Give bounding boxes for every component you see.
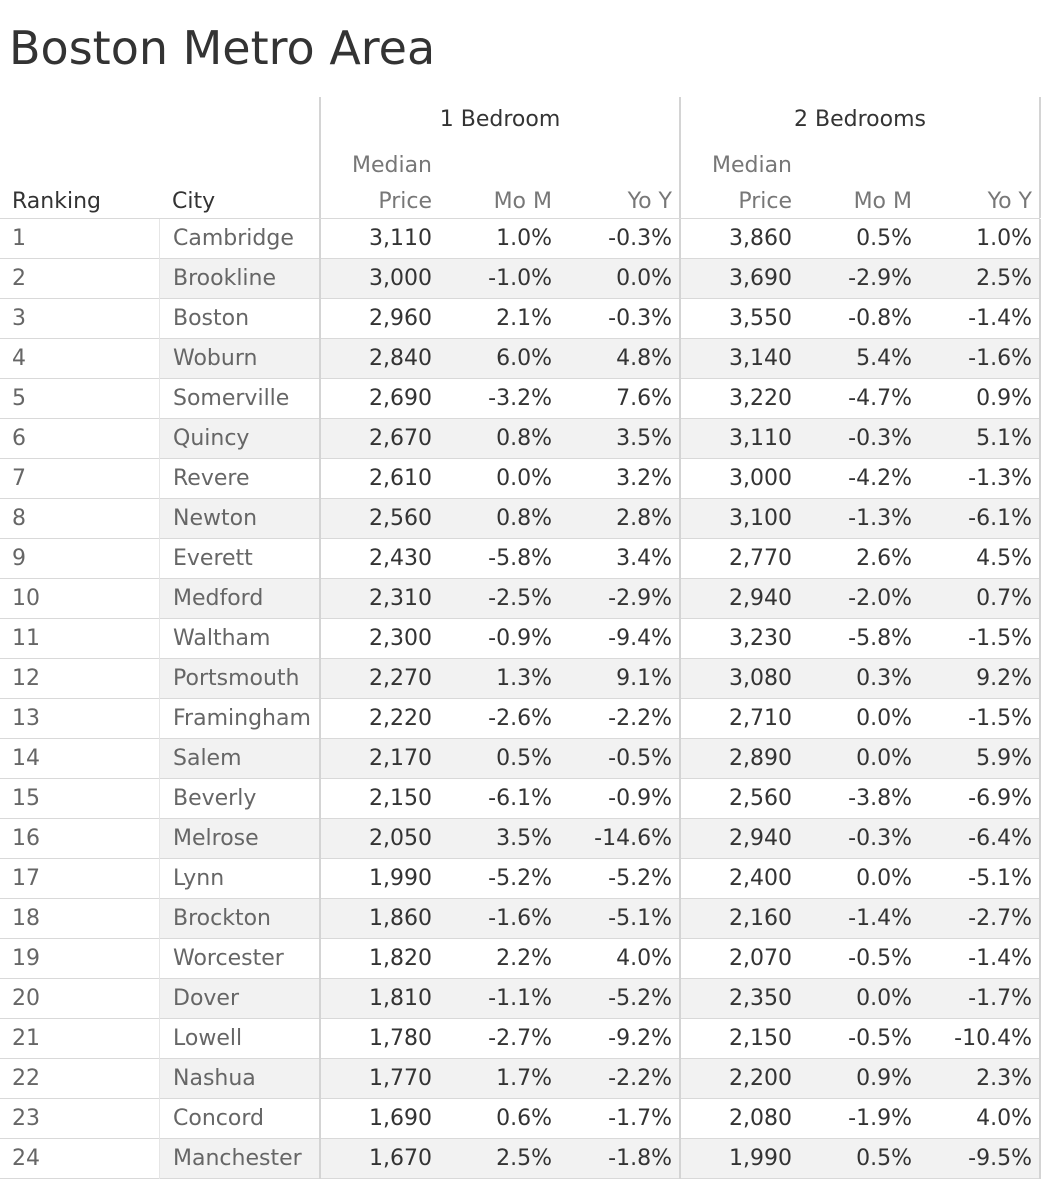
cell-b2-mom: -0.3% bbox=[848, 826, 912, 851]
cell-b1-price: 1,670 bbox=[369, 1146, 432, 1171]
cell-city: Brookline bbox=[173, 266, 277, 291]
cell-city: Framingham bbox=[173, 706, 311, 731]
cell-b2-price: 3,100 bbox=[729, 506, 792, 531]
cell-city: Cambridge bbox=[173, 226, 294, 251]
cell-b1-price: 1,690 bbox=[369, 1106, 432, 1131]
cell-b1-yoy: -2.2% bbox=[608, 1066, 672, 1091]
cell-b1-yoy: 7.6% bbox=[616, 386, 672, 411]
cell-b2-mom: -0.8% bbox=[848, 306, 912, 331]
cell-b1-yoy: -1.8% bbox=[608, 1146, 672, 1171]
col-header-b1-yoy: Yo Y bbox=[627, 189, 672, 214]
cell-city: Lynn bbox=[173, 866, 225, 891]
cell-b1-price: 1,990 bbox=[369, 866, 432, 891]
cell-b2-mom: 0.5% bbox=[856, 226, 912, 251]
cell-rank: 12 bbox=[12, 666, 40, 691]
cell-b2-price: 3,140 bbox=[729, 346, 792, 371]
cell-b2-yoy: 5.9% bbox=[976, 746, 1032, 771]
cell-city: Everett bbox=[173, 546, 253, 571]
cell-b2-price: 3,080 bbox=[729, 666, 792, 691]
col-header-b2-mom: Mo M bbox=[853, 189, 912, 214]
cell-b1-price: 2,050 bbox=[369, 826, 432, 851]
cell-b1-mom: -1.6% bbox=[488, 906, 552, 931]
cell-b1-mom: 1.0% bbox=[496, 226, 552, 251]
cell-b1-mom: 0.5% bbox=[496, 746, 552, 771]
cell-b1-yoy: 3.5% bbox=[616, 426, 672, 451]
cell-b1-yoy: 2.8% bbox=[616, 506, 672, 531]
cell-b2-yoy: -1.4% bbox=[968, 306, 1032, 331]
cell-rank: 13 bbox=[12, 706, 40, 731]
cell-city: Melrose bbox=[173, 826, 259, 851]
cell-b2-mom: 0.3% bbox=[856, 666, 912, 691]
cell-b2-price: 3,550 bbox=[729, 306, 792, 331]
cell-b2-yoy: -5.1% bbox=[968, 866, 1032, 891]
cell-rank: 19 bbox=[12, 946, 40, 971]
cell-rank: 9 bbox=[12, 546, 26, 571]
body-divider-city bbox=[319, 219, 321, 1179]
cell-b2-mom: 5.4% bbox=[856, 346, 912, 371]
cell-b2-yoy: 1.0% bbox=[976, 226, 1032, 251]
col-header-b2-yoy: Yo Y bbox=[987, 189, 1032, 214]
cell-b2-yoy: -1.6% bbox=[968, 346, 1032, 371]
cell-b2-mom: -1.3% bbox=[848, 506, 912, 531]
cell-b1-yoy: -0.3% bbox=[608, 306, 672, 331]
cell-rank: 7 bbox=[12, 466, 26, 491]
cell-b2-price: 2,200 bbox=[729, 1066, 792, 1091]
cell-city: Brockton bbox=[173, 906, 271, 931]
cell-b1-mom: 0.6% bbox=[496, 1106, 552, 1131]
cell-city: Beverly bbox=[173, 786, 257, 811]
cell-rank: 17 bbox=[12, 866, 40, 891]
cell-b2-mom: 0.0% bbox=[856, 866, 912, 891]
cell-b1-yoy: -5.2% bbox=[608, 986, 672, 1011]
cell-b1-yoy: -5.1% bbox=[608, 906, 672, 931]
row-divider bbox=[0, 1178, 1040, 1179]
cell-rank: 21 bbox=[12, 1026, 40, 1051]
cell-b1-yoy: 3.2% bbox=[616, 466, 672, 491]
body-divider-mid bbox=[679, 219, 681, 1179]
cell-b1-price: 2,840 bbox=[369, 346, 432, 371]
cell-b2-yoy: 4.5% bbox=[976, 546, 1032, 571]
cell-b2-mom: -1.9% bbox=[848, 1106, 912, 1131]
cell-b2-yoy: 4.0% bbox=[976, 1106, 1032, 1131]
cell-b2-yoy: -6.1% bbox=[968, 506, 1032, 531]
cell-b1-price: 2,430 bbox=[369, 546, 432, 571]
cell-b1-mom: 1.7% bbox=[496, 1066, 552, 1091]
cell-b1-price: 2,310 bbox=[369, 586, 432, 611]
cell-b1-price: 1,860 bbox=[369, 906, 432, 931]
cell-b1-mom: 0.8% bbox=[496, 506, 552, 531]
cell-b1-price: 2,170 bbox=[369, 746, 432, 771]
cell-city: Quincy bbox=[173, 426, 250, 451]
cell-b1-yoy: -0.5% bbox=[608, 746, 672, 771]
cell-b1-yoy: -0.3% bbox=[608, 226, 672, 251]
cell-b2-yoy: -10.4% bbox=[954, 1026, 1032, 1051]
cell-b2-mom: 2.6% bbox=[856, 546, 912, 571]
col-header-b2-median-top: Median bbox=[711, 153, 792, 178]
cell-b1-price: 1,780 bbox=[369, 1026, 432, 1051]
cell-b1-mom: -1.0% bbox=[488, 266, 552, 291]
cell-rank: 6 bbox=[12, 426, 26, 451]
cell-b2-mom: 0.0% bbox=[856, 746, 912, 771]
page-title: Boston Metro Area bbox=[9, 21, 436, 75]
cell-rank: 3 bbox=[12, 306, 26, 331]
cell-b2-price: 3,230 bbox=[729, 626, 792, 651]
cell-b2-price: 2,890 bbox=[729, 746, 792, 771]
cell-b1-price: 2,220 bbox=[369, 706, 432, 731]
cell-rank: 10 bbox=[12, 586, 40, 611]
cell-b2-mom: -0.5% bbox=[848, 946, 912, 971]
cell-b1-mom: 2.1% bbox=[496, 306, 552, 331]
cell-b2-mom: 0.9% bbox=[856, 1066, 912, 1091]
cell-rank: 18 bbox=[12, 906, 40, 931]
cell-b2-mom: -4.2% bbox=[848, 466, 912, 491]
cell-rank: 4 bbox=[12, 346, 26, 371]
cell-b1-price: 2,960 bbox=[369, 306, 432, 331]
cell-b2-mom: 0.0% bbox=[856, 706, 912, 731]
cell-b2-price: 3,000 bbox=[729, 466, 792, 491]
cell-city: Boston bbox=[173, 306, 250, 331]
cell-b1-yoy: 9.1% bbox=[616, 666, 672, 691]
cell-b1-price: 1,820 bbox=[369, 946, 432, 971]
cell-rank: 8 bbox=[12, 506, 26, 531]
cell-b1-yoy: -9.4% bbox=[608, 626, 672, 651]
cell-b2-price: 2,350 bbox=[729, 986, 792, 1011]
cell-city: Salem bbox=[173, 746, 242, 771]
cell-b1-yoy: -14.6% bbox=[594, 826, 672, 851]
cell-b2-price: 2,070 bbox=[729, 946, 792, 971]
cell-b2-mom: -2.9% bbox=[848, 266, 912, 291]
cell-b2-price: 1,990 bbox=[729, 1146, 792, 1171]
cell-b2-price: 3,220 bbox=[729, 386, 792, 411]
cell-b1-yoy: -9.2% bbox=[608, 1026, 672, 1051]
cell-b2-mom: -0.5% bbox=[848, 1026, 912, 1051]
cell-b2-mom: 0.0% bbox=[856, 986, 912, 1011]
cell-b1-mom: -2.6% bbox=[488, 706, 552, 731]
cell-b1-mom: -0.9% bbox=[488, 626, 552, 651]
cell-rank: 16 bbox=[12, 826, 40, 851]
cell-b1-price: 1,770 bbox=[369, 1066, 432, 1091]
cell-b2-mom: -5.8% bbox=[848, 626, 912, 651]
cell-b2-price: 2,400 bbox=[729, 866, 792, 891]
cell-city: Portsmouth bbox=[173, 666, 300, 691]
cell-city: Woburn bbox=[173, 346, 258, 371]
group-header-1-bedroom: 1 Bedroom bbox=[439, 107, 561, 132]
cell-b2-price: 2,150 bbox=[729, 1026, 792, 1051]
cell-b2-mom: -1.4% bbox=[848, 906, 912, 931]
cell-city: Somerville bbox=[173, 386, 290, 411]
cell-b1-mom: -2.5% bbox=[488, 586, 552, 611]
cell-b1-price: 2,690 bbox=[369, 386, 432, 411]
cell-b2-price: 3,860 bbox=[729, 226, 792, 251]
cell-city: Medford bbox=[173, 586, 264, 611]
cell-b2-yoy: -2.7% bbox=[968, 906, 1032, 931]
cell-b2-yoy: -1.5% bbox=[968, 706, 1032, 731]
cell-b1-yoy: -2.9% bbox=[608, 586, 672, 611]
group-header-2-bedrooms: 2 Bedrooms bbox=[794, 107, 926, 132]
cell-b2-yoy: 2.5% bbox=[976, 266, 1032, 291]
cell-b1-price: 3,000 bbox=[369, 266, 432, 291]
cell-b1-mom: 1.3% bbox=[496, 666, 552, 691]
cell-rank: 1 bbox=[12, 226, 26, 251]
cell-b2-yoy: -6.9% bbox=[968, 786, 1032, 811]
cell-b2-price: 3,690 bbox=[729, 266, 792, 291]
cell-b1-yoy: 4.8% bbox=[616, 346, 672, 371]
cell-city: Manchester bbox=[173, 1146, 302, 1171]
col-header-ranking: Ranking bbox=[12, 189, 101, 214]
body-divider-rank bbox=[159, 219, 160, 1179]
cell-rank: 22 bbox=[12, 1066, 40, 1091]
cell-b1-yoy: -1.7% bbox=[608, 1106, 672, 1131]
cell-b1-mom: -5.8% bbox=[488, 546, 552, 571]
cell-rank: 5 bbox=[12, 386, 26, 411]
cell-b2-price: 2,940 bbox=[729, 826, 792, 851]
cell-rank: 14 bbox=[12, 746, 40, 771]
cell-b1-price: 3,110 bbox=[369, 226, 432, 251]
cell-b1-mom: -6.1% bbox=[488, 786, 552, 811]
cell-b2-mom: -3.8% bbox=[848, 786, 912, 811]
cell-b2-yoy: -9.5% bbox=[968, 1146, 1032, 1171]
cell-b1-mom: -1.1% bbox=[488, 986, 552, 1011]
cell-b1-price: 2,670 bbox=[369, 426, 432, 451]
cell-city: Nashua bbox=[173, 1066, 256, 1091]
cell-rank: 20 bbox=[12, 986, 40, 1011]
cell-b1-mom: -3.2% bbox=[488, 386, 552, 411]
cell-b1-price: 2,150 bbox=[369, 786, 432, 811]
cell-city: Lowell bbox=[173, 1026, 243, 1051]
cell-b1-mom: 2.5% bbox=[496, 1146, 552, 1171]
cell-b2-yoy: 5.1% bbox=[976, 426, 1032, 451]
cell-b1-mom: 2.2% bbox=[496, 946, 552, 971]
cell-b1-price: 2,270 bbox=[369, 666, 432, 691]
body-divider-right bbox=[1039, 219, 1041, 1179]
cell-rank: 15 bbox=[12, 786, 40, 811]
cell-b2-price: 2,560 bbox=[729, 786, 792, 811]
col-header-b2-median-bottom: Price bbox=[738, 189, 792, 214]
cell-b1-price: 2,610 bbox=[369, 466, 432, 491]
cell-b2-mom: 0.5% bbox=[856, 1146, 912, 1171]
cell-b2-price: 2,710 bbox=[729, 706, 792, 731]
cell-b2-yoy: -6.4% bbox=[968, 826, 1032, 851]
cell-b2-mom: -4.7% bbox=[848, 386, 912, 411]
col-header-b1-median-top: Median bbox=[351, 153, 432, 178]
cell-b1-mom: 6.0% bbox=[496, 346, 552, 371]
cell-city: Dover bbox=[173, 986, 239, 1011]
cell-b2-yoy: -1.3% bbox=[968, 466, 1032, 491]
cell-rank: 23 bbox=[12, 1106, 40, 1131]
cell-b2-yoy: -1.4% bbox=[968, 946, 1032, 971]
cell-city: Revere bbox=[173, 466, 250, 491]
cell-b1-yoy: -0.9% bbox=[608, 786, 672, 811]
cell-city: Worcester bbox=[173, 946, 284, 971]
cell-rank: 24 bbox=[12, 1146, 40, 1171]
cell-b2-price: 2,770 bbox=[729, 546, 792, 571]
cell-b2-yoy: 9.2% bbox=[976, 666, 1032, 691]
cell-rank: 11 bbox=[12, 626, 40, 651]
cell-city: Concord bbox=[173, 1106, 264, 1131]
cell-b1-mom: -2.7% bbox=[488, 1026, 552, 1051]
cell-b2-price: 2,160 bbox=[729, 906, 792, 931]
cell-b2-yoy: 0.7% bbox=[976, 586, 1032, 611]
cell-b2-mom: -2.0% bbox=[848, 586, 912, 611]
cell-b1-yoy: -5.2% bbox=[608, 866, 672, 891]
cell-b2-price: 3,110 bbox=[729, 426, 792, 451]
cell-b1-yoy: -2.2% bbox=[608, 706, 672, 731]
cell-b1-price: 1,810 bbox=[369, 986, 432, 1011]
cell-b1-mom: 0.0% bbox=[496, 466, 552, 491]
cell-city: Newton bbox=[173, 506, 258, 531]
cell-b1-price: 2,300 bbox=[369, 626, 432, 651]
cell-b2-mom: -0.3% bbox=[848, 426, 912, 451]
cell-b1-price: 2,560 bbox=[369, 506, 432, 531]
cell-city: Waltham bbox=[173, 626, 271, 651]
col-header-b1-median-bottom: Price bbox=[378, 189, 432, 214]
cell-b2-price: 2,080 bbox=[729, 1106, 792, 1131]
col-header-b1-mom: Mo M bbox=[493, 189, 552, 214]
cell-b2-yoy: -1.5% bbox=[968, 626, 1032, 651]
cell-b1-mom: -5.2% bbox=[488, 866, 552, 891]
cell-b1-yoy: 4.0% bbox=[616, 946, 672, 971]
cell-b1-yoy: 0.0% bbox=[616, 266, 672, 291]
cell-b1-mom: 0.8% bbox=[496, 426, 552, 451]
cell-b2-price: 2,940 bbox=[729, 586, 792, 611]
cell-b1-yoy: 3.4% bbox=[616, 546, 672, 571]
col-header-city: City bbox=[172, 189, 216, 214]
cell-b2-yoy: 2.3% bbox=[976, 1066, 1032, 1091]
cell-b1-mom: 3.5% bbox=[496, 826, 552, 851]
cell-b2-yoy: 0.9% bbox=[976, 386, 1032, 411]
cell-b2-yoy: -1.7% bbox=[968, 986, 1032, 1011]
cell-rank: 2 bbox=[12, 266, 26, 291]
